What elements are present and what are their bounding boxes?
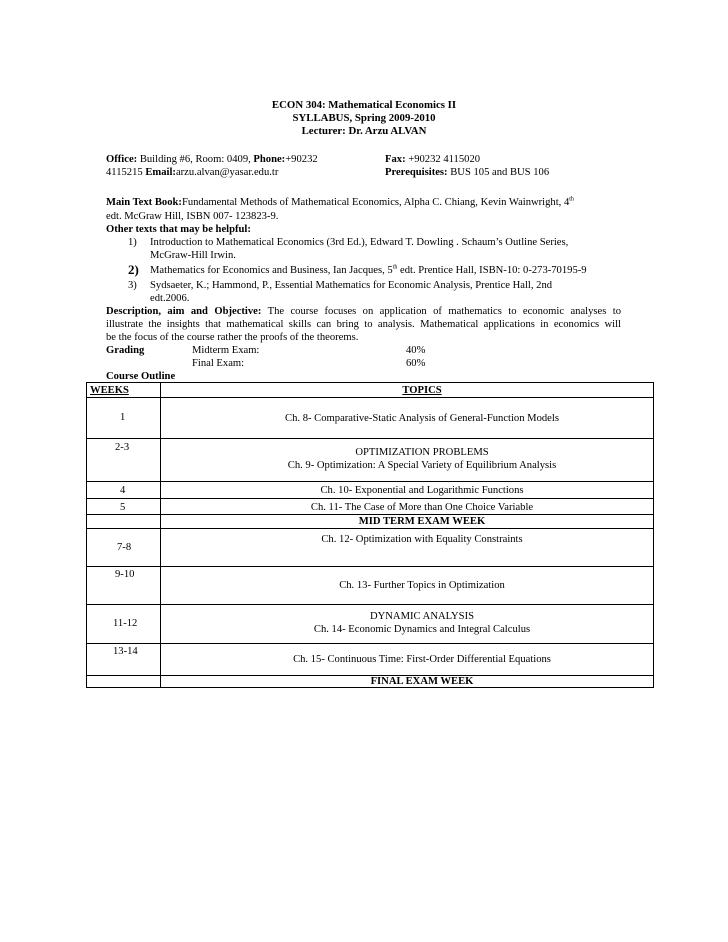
topic-detail: Ch. 14- Economic Dynamics and Integral Calculus [313,624,531,635]
week-cell: 11-12 [87,605,161,644]
topic-detail: Ch. 9- Optimization: A Special Variety of Equilibrium Analysis [287,460,557,471]
table-row [87,439,654,482]
week-cell: 1 [87,398,161,439]
prereq-label: Prerequisites: [385,167,448,178]
week-cell [87,515,161,529]
other-text-2-line1 [150,264,587,277]
course-outline-label: Course Outline [106,371,176,382]
other-text-2-a: Mathematics for Economics and Business, Ian Jacques, 5 [150,265,393,276]
grading-midterm-weight: 40% [406,345,426,356]
topic-cell: Ch. 8- Comparative-Static Analysis of General-Function Models [161,398,654,439]
table-row [87,529,654,567]
office-value: Building #6, Room: 0409, [137,154,254,165]
phone-label: Phone: [253,154,286,165]
office-line [106,153,318,166]
week-cell [87,676,161,688]
table-row [87,482,654,499]
phone-value: +90232 [285,154,318,165]
email-label: Email: [145,167,176,178]
other-text-2-b: edt. Prentice Hall, ISBN-10: 0-273-70195-9 [397,265,587,276]
table-row [87,398,654,439]
course-outline-table [86,382,654,688]
week-cell: 13-14 [87,644,161,676]
topic-heading: OPTIMIZATION PROBLEMS [355,447,489,458]
description-label: Description, aim and Objective: [106,306,262,317]
lecturer: Lecturer: Dr. Arzu ALVAN [301,125,427,137]
grading-final-item: Final Exam: [192,358,245,369]
topic-cell: Ch. 12- Optimization with Equality Constraints [161,529,654,567]
topic-cell: Ch. 15- Continuous Time: First-Order Differential Equations [161,644,654,676]
table-row [87,676,654,688]
week-cell: 7-8 [87,529,161,567]
fax-value: +90232 4115020 [405,154,481,165]
main-text-line2: edt. McGraw Hill, ISBN 007- 123823-9. [106,211,279,222]
other-text-2-num: 2) [128,262,139,277]
main-text-label: Main Text Book: [106,197,182,208]
table-row [87,567,654,605]
other-text-1-num: 1) [128,237,137,248]
course-title: ECON 304: Mathematical Economics II [271,99,457,111]
fax-line [385,153,480,166]
week-cell: 9-10 [87,567,161,605]
main-text-value: Fundamental Methods of Mathematical Economics, Alpha C. Chiang, Kevin Wainwright, 4 [181,197,570,208]
main-text-sup: th [569,196,574,203]
other-text-2-sup: th [392,264,398,271]
other-text-1-line1: Introduction to Mathematical Economics (3rd Ed.), Edward T. Dowling . Schaum’s Outline Series, [150,237,569,248]
description-line1 [106,305,621,318]
final-exam-week: FINAL EXAM WEEK [161,676,654,688]
syllabus-term: SYLLABUS, Spring 2009-2010 [292,112,436,124]
weeks-header: WEEKS [87,383,161,398]
topic-cell: Ch. 11- The Case of More than One Choice Variable [161,499,654,515]
phone-cont: 4115215 [106,167,146,178]
grading-final-weight: 60% [406,358,426,369]
other-text-3-line1: Sydsaeter, K.; Hammond, P., Essential Mathematics for Economic Analysis, Prentice Hall, 2nd [150,280,553,291]
topic-cell: Ch. 13- Further Topics in Optimization [161,567,654,605]
week-cell: 2-3 [87,439,161,482]
fax-label: Fax: [385,154,406,165]
grading-midterm-item: Midterm Exam: [192,345,260,356]
table-row [87,515,654,529]
other-text-3-num: 3) [128,280,137,291]
week-cell: 4 [87,482,161,499]
topic-cell: Ch. 10- Exponential and Logarithmic Functions [161,482,654,499]
table-row [87,499,654,515]
description-text1: The course focuses on application of mathematics to economic analyses to [261,306,621,317]
topic-heading: DYNAMIC ANALYSIS [369,611,474,622]
table-row [87,644,654,676]
topic-cell [161,439,654,482]
email-value: arzu.alvan@yasar.edu.tr [175,167,279,178]
email-line [106,166,278,179]
prereq-line [385,166,549,179]
main-text-line1 [106,196,574,209]
description-line2: illustrate the insights that mathematical skills can bring to analysis. Mathematical applications in economics will [106,319,621,330]
week-cell: 5 [87,499,161,515]
topics-header: TOPICS [161,383,654,398]
grading-label: Grading [106,345,145,356]
table-row [87,605,654,644]
other-text-3-line2: edt.2006. [150,293,190,304]
midterm-exam-week: MID TERM EXAM WEEK [161,515,654,529]
other-texts-label: Other texts that may be helpful: [106,224,251,235]
prereq-value: BUS 105 and BUS 106 [447,167,550,178]
office-label: Office: [106,154,138,165]
description-line3: be the focus of the course rather the proofs of the theorems. [106,332,359,343]
table-header-row [87,383,654,398]
other-text-1-line2: McGraw-Hill Irwin. [150,250,236,261]
topic-cell [161,605,654,644]
